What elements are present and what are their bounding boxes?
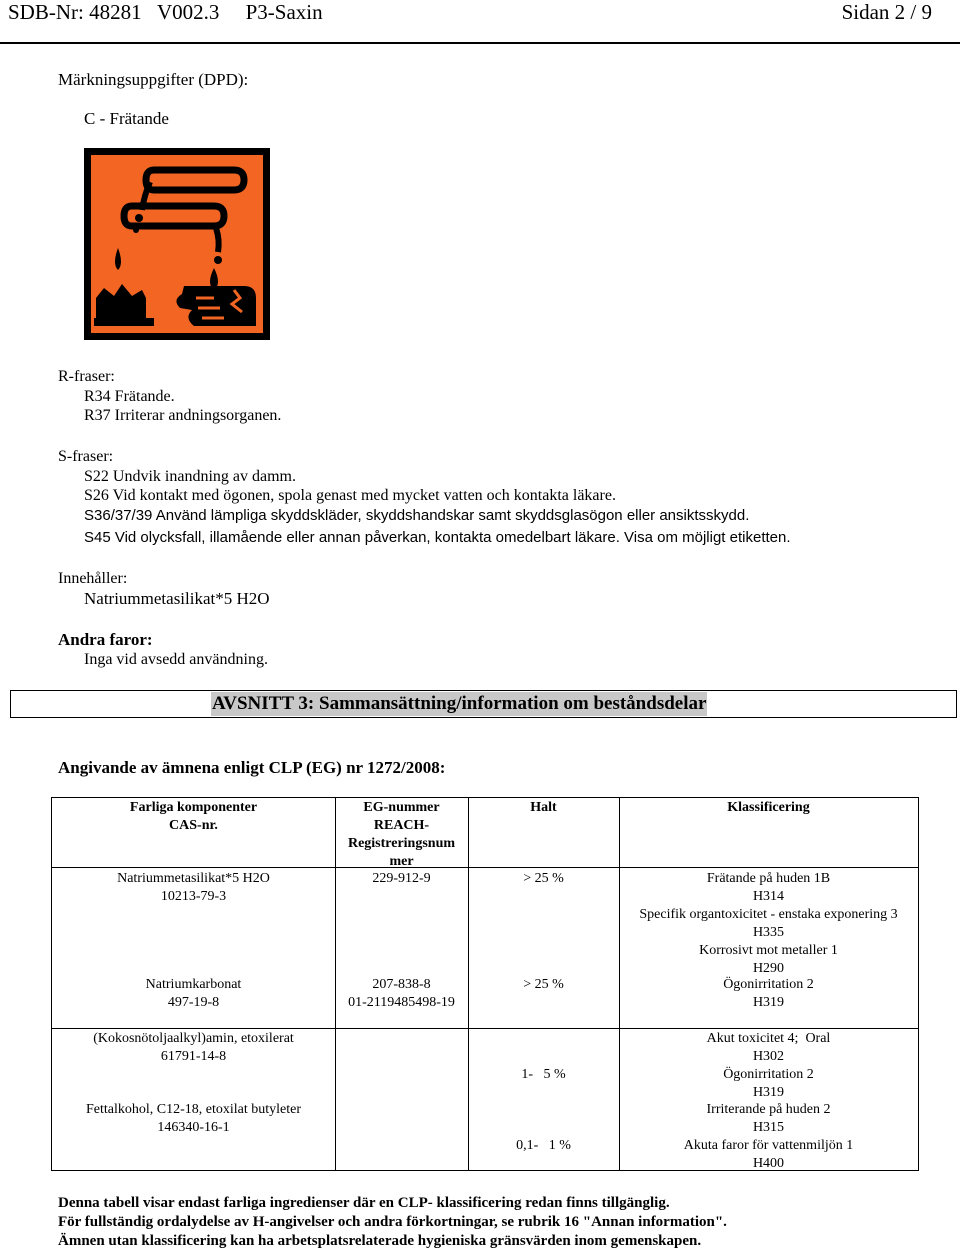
s-phrase: S22 Undvik inandning av damm. bbox=[84, 468, 296, 485]
r-phrase: R37 Irriterar andningsorganen. bbox=[84, 407, 282, 424]
contains-title: Innehåller: bbox=[58, 570, 128, 587]
components-table bbox=[51, 797, 919, 1171]
table-note: För fullständig ordalydelse av H-angivelser och andra förkortningar, se rubrik 16 "Annan information". bbox=[58, 1214, 727, 1230]
s-phrase: S36/37/39 Använd lämpliga skyddskläder, skyddshandskar samt skyddsglasögon eller ansiktsskydd. bbox=[84, 507, 750, 524]
header-components: Farliga komponenter CAS-nr. bbox=[129, 800, 258, 833]
page-number: Sidan 2 / 9 bbox=[841, 0, 932, 24]
table-row-content: > 25 % bbox=[523, 977, 564, 992]
table-row-content: > 25 % bbox=[523, 871, 564, 886]
table-row-divider bbox=[52, 867, 918, 868]
table-row-component: (Kokosnötoljaalkyl)amin, etoxilerat 61791-14-8 bbox=[93, 1031, 294, 1064]
table-row-classification: Frätande på huden 1B H314 Specifik organtoxicitet - enstaka exponering 3 H335 Korrosivt mot metaller 1 H290 bbox=[639, 871, 898, 976]
table-row-component: Natriumkarbonat 497-19-8 bbox=[145, 977, 242, 1010]
s-phrase: S26 Vid kontakt med ögonen, spola genast med mycket vatten och kontakta läkare. bbox=[84, 487, 616, 504]
s-phrase: S45 Vid olycksfall, illamående eller annan påverkan, kontakta omedelbart läkare. Visa om möjligt etiketten. bbox=[84, 529, 791, 546]
table-row-ec: 229-912-9 bbox=[372, 871, 431, 886]
r-phrase: R34 Frätande. bbox=[84, 388, 175, 405]
table-row-content: 1- 5 % bbox=[521, 1067, 566, 1082]
table-row-component: Fettalkohol, C12-18, etoxilat butyleter 146340-16-1 bbox=[85, 1102, 302, 1135]
section-3-bar bbox=[10, 690, 957, 718]
table-row-classification: Irriterande på huden 2 H315 Akuta faror för vattenmiljön 1 H400 bbox=[683, 1102, 854, 1171]
table-note: Denna tabell visar endast farliga ingredienser där en CLP- klassificering redan finns tillgänglig. bbox=[58, 1195, 670, 1211]
section-3-title: AVSNITT 3: Sammansättning/information om beståndsdelar bbox=[212, 693, 707, 714]
table-row-content: 0,1- 1 % bbox=[516, 1138, 571, 1153]
table-row-ec: 207-838-8 01-2119485498-19 bbox=[348, 977, 455, 1010]
labelling-heading: Märkningsuppgifter (DPD): bbox=[58, 70, 249, 89]
table-row-component: Natriummetasilikat*5 H2O 10213-79-3 bbox=[117, 871, 270, 904]
header-ec-number: EG-nummer REACH- Registreringsnum mer bbox=[347, 800, 456, 869]
hazard-symbol-label: C - Frätande bbox=[84, 109, 169, 128]
other-hazards-value: Inga vid avsedd användning. bbox=[84, 651, 268, 668]
corrosive-pictogram-icon bbox=[84, 148, 270, 340]
contains-value: Natriummetasilikat*5 H2O bbox=[84, 589, 270, 608]
s-phrases-title: S-fraser: bbox=[58, 448, 114, 465]
other-hazards-title: Andra faror: bbox=[58, 630, 153, 649]
table-row-classification: Akut toxicitet 4; Oral H302 Ögonirritation 2 H319 bbox=[706, 1031, 831, 1100]
r-phrases-title: R-fraser: bbox=[58, 368, 115, 385]
table-row-classification: Ögonirritation 2 H319 bbox=[723, 977, 814, 1010]
header-divider bbox=[0, 42, 960, 44]
header-content: Halt bbox=[530, 800, 557, 815]
table-note: Ämnen utan klassificering kan ha arbetsplatsrelaterade hygieniska gränsvärden inom gemenskapen. bbox=[58, 1233, 702, 1249]
document-header-left: SDB-Nr: 48281 V002.3 P3-Saxin bbox=[8, 0, 323, 24]
table-row-divider bbox=[52, 1028, 918, 1029]
header-classification: Klassificering bbox=[727, 800, 810, 815]
section-3-subtitle: Angivande av ämnena enligt CLP (EG) nr 1272/2008: bbox=[58, 758, 446, 777]
